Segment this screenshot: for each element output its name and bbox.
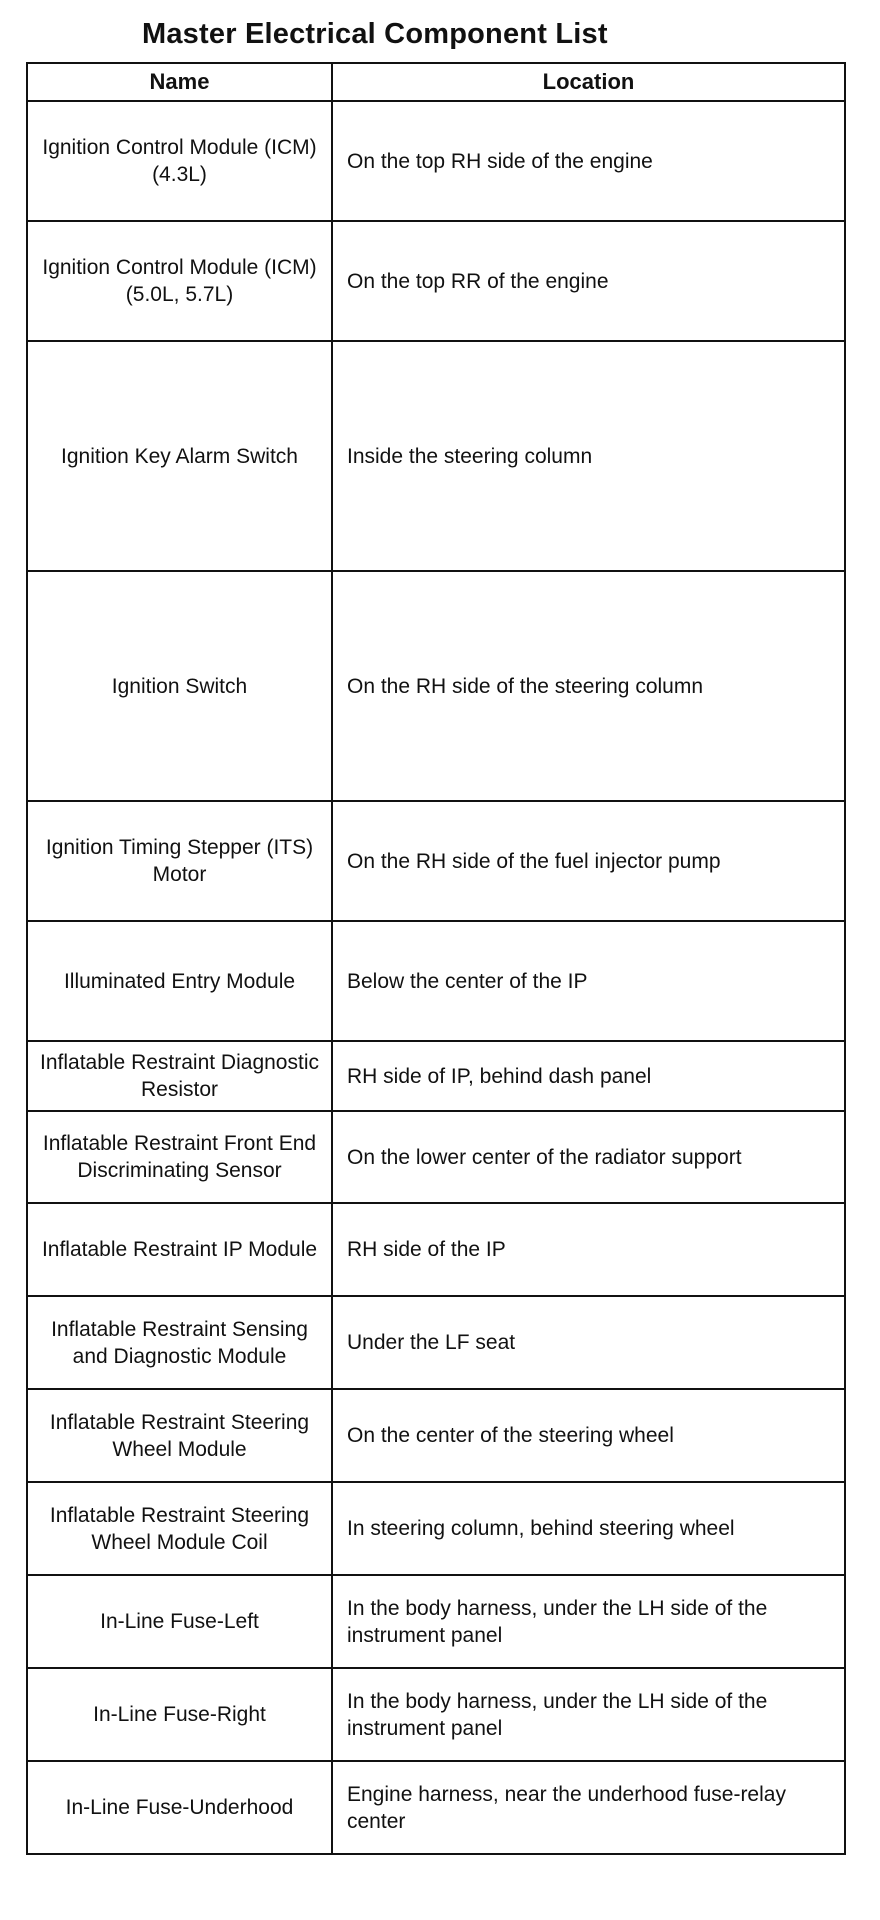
component-location: Under the LF seat <box>332 1296 845 1389</box>
component-name: Ignition Key Alarm Switch <box>27 341 332 571</box>
table-row <box>27 921 845 1041</box>
table-row <box>27 1389 845 1482</box>
table-row <box>27 1482 845 1575</box>
component-location: In the body harness, under the LH side of the instrument panel <box>332 1575 845 1668</box>
column-header-location: Location <box>332 63 845 101</box>
table-header-row <box>27 63 845 101</box>
table-row <box>27 1041 845 1111</box>
component-name: Inflatable Restraint Sensing and Diagnostic Module <box>27 1296 332 1389</box>
table-row <box>27 1575 845 1668</box>
component-location: On the RH side of the fuel injector pump <box>332 801 845 921</box>
component-location: RH side of IP, behind dash panel <box>332 1041 845 1111</box>
component-location: On the RH side of the steering column <box>332 571 845 801</box>
component-name: Illuminated Entry Module <box>27 921 332 1041</box>
component-name: Ignition Switch <box>27 571 332 801</box>
table-row <box>27 571 845 801</box>
component-name: In-Line Fuse-Underhood <box>27 1761 332 1854</box>
table-row <box>27 1111 845 1203</box>
component-location: On the center of the steering wheel <box>332 1389 845 1482</box>
component-name: Inflatable Restraint IP Module <box>27 1203 332 1296</box>
component-location: Below the center of the IP <box>332 921 845 1041</box>
component-location: In steering column, behind steering wheel <box>332 1482 845 1575</box>
component-name: Ignition Control Module (ICM) (4.3L) <box>27 101 332 221</box>
component-location: RH side of the IP <box>332 1203 845 1296</box>
component-name: Inflatable Restraint Steering Wheel Module Coil <box>27 1482 332 1575</box>
component-location: Engine harness, near the underhood fuse-relay center <box>332 1761 845 1854</box>
page-title: Master Electrical Component List <box>142 18 608 50</box>
table-row <box>27 221 845 341</box>
table-row <box>27 801 845 921</box>
component-location: On the lower center of the radiator support <box>332 1111 845 1203</box>
component-name: In-Line Fuse-Right <box>27 1668 332 1761</box>
component-location: On the top RH side of the engine <box>332 101 845 221</box>
component-location: In the body harness, under the LH side of the instrument panel <box>332 1668 845 1761</box>
component-name: Inflatable Restraint Front End Discriminating Sensor <box>27 1111 332 1203</box>
column-header-name: Name <box>27 63 332 101</box>
component-name: Inflatable Restraint Steering Wheel Module <box>27 1389 332 1482</box>
component-name: Ignition Control Module (ICM) (5.0L, 5.7L) <box>27 221 332 341</box>
table-row <box>27 1761 845 1854</box>
table-row <box>27 1668 845 1761</box>
table-row <box>27 1296 845 1389</box>
component-location: On the top RR of the engine <box>332 221 845 341</box>
component-name: Ignition Timing Stepper (ITS) Motor <box>27 801 332 921</box>
table-row <box>27 341 845 571</box>
component-name: In-Line Fuse-Left <box>27 1575 332 1668</box>
table-row <box>27 101 845 221</box>
table-row <box>27 1203 845 1296</box>
component-location: Inside the steering column <box>332 341 845 571</box>
component-name: Inflatable Restraint Diagnostic Resistor <box>27 1041 332 1111</box>
component-table <box>26 62 846 1855</box>
